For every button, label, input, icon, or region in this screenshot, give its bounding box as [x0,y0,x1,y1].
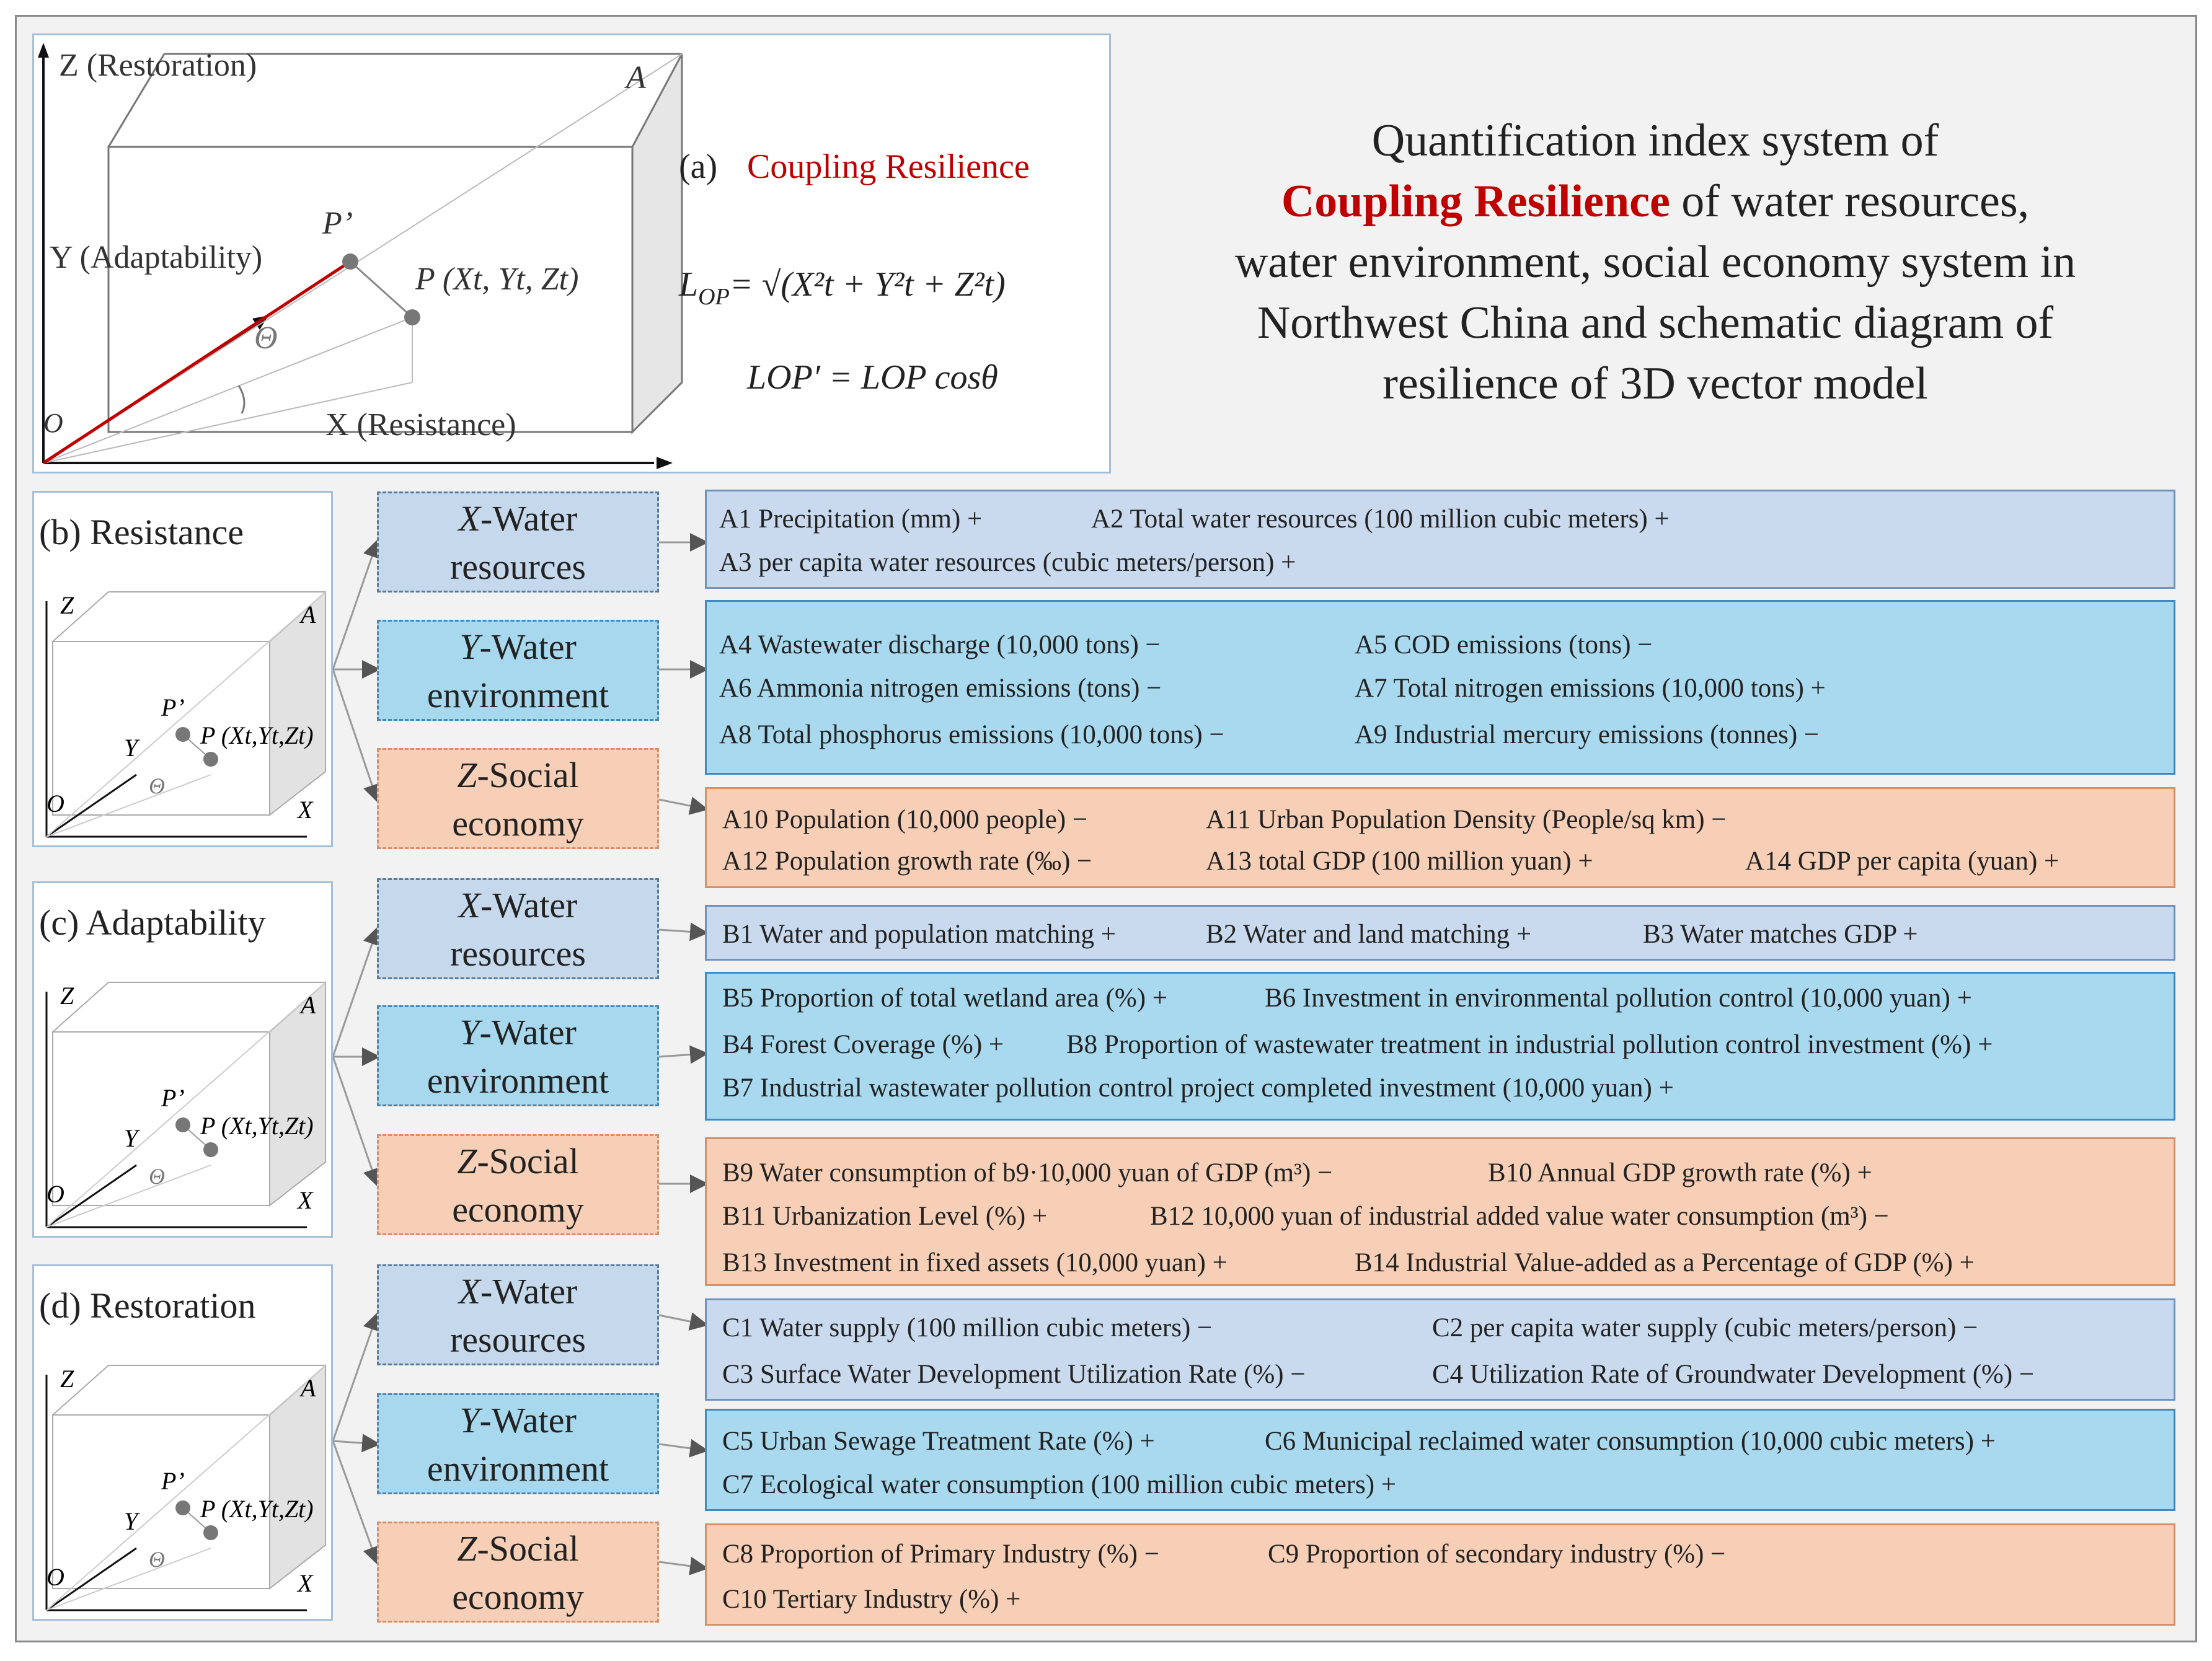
indicator: A12 Population growth rate (‰) − [722,847,1092,876]
panel-a-heading: Coupling Resilience [747,148,1030,186]
indicator: B6 Investment in environmental pollution control (10,000 yuan) + [1265,984,1972,1013]
indicator: C5 Urban Sewage Treatment Rate (%) + [722,1427,1155,1456]
indicator: B14 Industrial Value-added as a Percentage of GDP (%) + [1355,1248,1975,1277]
formula-lop: $L_{OP}= √(X^2t + Y^2t + Z^2t)$ [679,265,1006,310]
category-social-economy: Z-Social economy [377,1134,659,1235]
category-water-environment: Y-Water environment [377,1005,659,1106]
mini-vector-diagram [34,1266,332,1619]
category-water-environment: Y-Water environment [377,620,659,721]
svg-text:X: X [298,796,313,824]
indicator-box-c-social-economy [705,1523,2175,1626]
connector-c-x-ind [659,930,705,933]
indicator: C6 Municipal reclaimed water consumption (10,000 cubic meters) + [1265,1427,1996,1456]
connector-d-y [333,1441,377,1444]
svg-text:A: A [301,601,316,628]
title-line-3: water environment, social economy system in [1234,237,2076,288]
panel-b-resistance [32,491,333,847]
indicator: C3 Surface Water Development Utilization Rate (%) − [722,1360,1306,1389]
mini-vector-diagram [34,883,332,1236]
indicator-box-b-water-environment [705,972,2175,1121]
connector-d-y-ind [659,1444,705,1450]
indicator: C1 Water supply (100 million cubic meters) − [722,1313,1213,1342]
indicator: A11 Urban Population Density (People/sq km) − [1206,805,1727,834]
svg-text:Y: Y [124,1124,138,1152]
panel-a-label: (a) [679,148,718,186]
title-line-2-rest: of water resources, [1670,176,2030,227]
svg-text:P (Xt,Yt,Zt): P (Xt,Yt,Zt) [200,721,314,749]
indicator: B11 Urbanization Level (%) + [722,1202,1048,1231]
title-line-5: resilience of 3D vector model [1382,358,1928,409]
indicator-box-a-water-environment [705,600,2175,775]
indicator-box-c-water-environment [705,1409,2175,1511]
indicator: A5 COD emissions (tons) − [1355,630,1653,659]
indicator: B5 Proportion of total wetland area (%) + [722,984,1168,1013]
svg-text:Z: Z [60,1365,74,1393]
indicator: B9 Water consumption of b9·10,000 yuan of GDP (m³) − [722,1158,1333,1187]
svg-text:O: O [46,1563,64,1591]
indicator: B1 Water and population matching + [722,920,1117,949]
connector-b-x [333,542,377,669]
svg-text:P (Xt,Yt,Zt): P (Xt,Yt,Zt) [200,1495,314,1523]
point-p-label: P (Xt, Yt, Zt) [415,262,579,297]
category-water-resources: X-Water resources [377,878,659,979]
indicator: C7 Ecological water consumption (100 million cubic meters) + [722,1470,1397,1499]
indicator: B13 Investment in fixed assets (10,000 yuan) + [722,1248,1228,1277]
indicator-box-c-water-resources [705,1298,2175,1401]
indicator: A2 Total water resources (100 million cubic meters) + [1091,504,1670,534]
title-line-4: Northwest China and schematic diagram of [1257,297,2054,348]
indicator: A3 per capita water resources (cubic meters/person) + [719,548,1296,577]
indicator: A9 Industrial mercury emissions (tonnes) − [1355,720,1820,749]
connector-c-x [333,930,377,1057]
theta-label: Θ [254,320,278,356]
indicator: A14 GDP per capita (yuan) + [1745,847,2059,876]
indicator: A1 Precipitation (mm) + [719,504,983,534]
svg-text:P’: P’ [161,1467,185,1495]
category-water-resources: X-Water resources [377,1264,659,1365]
indicator: B10 Annual GDP growth rate (%) + [1488,1158,1872,1187]
indicator: C10 Tertiary Industry (%) + [722,1585,1021,1614]
indicator: B2 Water and land matching + [1206,920,1532,949]
svg-text:P’: P’ [161,694,185,721]
panel-c-adaptability [32,881,333,1238]
svg-text:Z: Z [60,982,74,1010]
indicator: A13 total GDP (100 million yuan) + [1206,847,1593,876]
indicator: B12 10,000 yuan of industrial added value water consumption (m³) − [1150,1202,1889,1231]
svg-text:Θ: Θ [149,1164,165,1189]
indicator: A6 Ammonia nitrogen emissions (tons) − [719,674,1162,703]
svg-text:Y: Y [124,734,138,762]
svg-text:A: A [301,991,316,1019]
indicator: C2 per capita water supply (cubic meters/person) − [1432,1313,1978,1342]
indicator: B4 Forest Coverage (%) + [722,1030,1004,1059]
connector-d-x-ind [659,1315,705,1324]
section-label: (c) Adaptability [39,902,266,943]
indicator-box-a-social-economy [705,787,2175,888]
axis-x-label: X (Resistance) [325,407,516,443]
corner-a-label: A [626,60,646,95]
indicator: B3 Water matches GDP + [1643,920,1918,949]
svg-text:X: X [298,1186,313,1214]
axis-z-label: Z (Restoration) [59,48,257,83]
indicator: A7 Total nitrogen emissions (10,000 tons) + [1355,674,1826,703]
formula-lop-prime: LOP′ = LOP cosθ [747,358,998,397]
svg-text:Θ: Θ [149,1547,165,1572]
category-social-economy: Z-Social economy [377,1522,659,1623]
panel-d-restoration [32,1264,333,1621]
title-highlight: Coupling Resilience [1281,176,1670,227]
svg-text:Y: Y [124,1507,138,1535]
category-social-economy: Z-Social economy [377,748,659,849]
indicator: C9 Proportion of secondary industry (%) − [1268,1540,1726,1569]
axis-y-label: Y (Adaptability) [50,240,263,275]
svg-text:O: O [46,790,64,817]
category-water-environment: Y-Water environment [377,1393,659,1494]
indicator: B8 Proportion of wastewater treatment in industrial pollution control investment (%) + [1066,1030,1993,1059]
svg-text:Θ: Θ [149,773,165,798]
connector-b-z [333,669,377,800]
indicator: B7 Industrial wastewater pollution control project completed investment (10,000 yuan) + [722,1073,1674,1103]
connector-d-z-ind [659,1562,705,1568]
indicator: A8 Total phosphorus emissions (10,000 tons) − [719,720,1224,749]
point-p-prime-label: P’ [322,206,353,241]
origin-label: O [43,408,63,438]
connector-c-y-ind [659,1054,705,1057]
connector-d-z [333,1441,377,1562]
title-line-1: Quantification index system of [1371,115,1939,166]
svg-text:P (Xt,Yt,Zt): P (Xt,Yt,Zt) [200,1112,314,1140]
indicator: A10 Population (10,000 people) − [722,805,1088,834]
indicator: C8 Proportion of Primary Industry (%) − [722,1540,1160,1569]
section-label: (b) Resistance [39,512,244,552]
svg-text:O: O [46,1180,64,1208]
connector-d-x [333,1315,377,1441]
category-water-resources: X-Water resources [377,491,659,593]
indicator-box-b-water-resources [705,905,2175,961]
indicator-box-b-social-economy [705,1137,2175,1286]
connector-c-z [333,1057,377,1184]
svg-text:P’: P’ [161,1084,185,1112]
indicator-box-a-water-resources [705,490,2175,589]
mini-vector-diagram [34,493,332,846]
indicator: C4 Utilization Rate of Groundwater Development (%) − [1432,1360,2035,1389]
connector-b-z-ind [659,800,705,809]
svg-text:Z: Z [60,591,74,619]
indicator: A4 Wastewater discharge (10,000 tons) − [719,630,1161,659]
svg-text:A: A [301,1374,316,1402]
section-label: (d) Restoration [39,1285,256,1326]
svg-text:X: X [298,1569,313,1597]
